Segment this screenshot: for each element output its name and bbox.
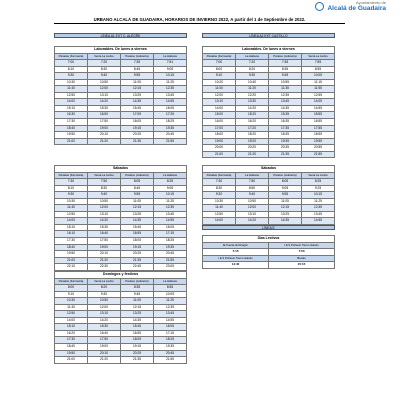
time-cell: 7:30 bbox=[55, 179, 88, 186]
time-cell: 21:35 bbox=[121, 357, 154, 364]
time-cell: 8:30 bbox=[88, 185, 121, 192]
time-cell: 14:00 bbox=[203, 105, 236, 112]
time-cell: 8:20 bbox=[236, 66, 269, 73]
a1-saturday-timetable bbox=[54, 165, 187, 271]
time-cell: 13:10 bbox=[88, 211, 121, 218]
time-cell: 7:50 bbox=[88, 179, 121, 186]
time-cell: 19:35 bbox=[154, 344, 187, 351]
time-cell: 10:15 bbox=[154, 73, 187, 80]
time-cell: 7:20 bbox=[88, 60, 121, 67]
time-cell: 12:00 bbox=[88, 205, 121, 212]
time-cell: 10:50 bbox=[88, 198, 121, 205]
time-cell: 16:55 bbox=[121, 231, 154, 238]
time-cell: 19:35 bbox=[269, 138, 302, 145]
a2-saturday-timetable bbox=[202, 165, 335, 225]
time-cell: 12:20 bbox=[236, 92, 269, 99]
time-cell: 20:10 bbox=[88, 132, 121, 139]
column-header: Paraíso (cafetería) bbox=[269, 53, 302, 60]
time-cell: 15:10 bbox=[55, 105, 88, 112]
time-cell: 13:25 bbox=[269, 211, 302, 218]
a2-weekday-timetable bbox=[202, 46, 335, 158]
time-cell: 19:50 bbox=[55, 350, 88, 357]
time-cell: 15:20 bbox=[236, 112, 269, 119]
column-header: Paradas (Farmacia) bbox=[55, 172, 88, 179]
time-cell: 20:45 bbox=[154, 132, 187, 139]
time-cell: 13:10 bbox=[203, 99, 236, 106]
line-e-label: LÍNEA E bbox=[202, 225, 335, 230]
time-cell: 11:15 bbox=[302, 79, 335, 86]
time-cell: 11:40 bbox=[55, 304, 88, 311]
time-cell: 18:25 bbox=[154, 119, 187, 126]
time-cell: 17:20 bbox=[236, 125, 269, 132]
time-cell: 8:30 bbox=[203, 185, 236, 192]
time-cell: 9:55 bbox=[121, 73, 154, 80]
time-cell: 10:55 bbox=[269, 79, 302, 86]
time-cell: 16:20 bbox=[236, 119, 269, 126]
time-cell: 9:55 bbox=[121, 192, 154, 199]
time-cell: 15:30 bbox=[88, 324, 121, 331]
time-cell: 9:05 bbox=[269, 185, 302, 192]
time-cell: 11:25 bbox=[154, 79, 187, 86]
column-header: Venta La Liebre bbox=[302, 172, 335, 179]
time-cell: 8:05 bbox=[269, 179, 302, 186]
time-cell: 21:00 bbox=[55, 257, 88, 264]
line-e-title: Días Lectivos bbox=[203, 236, 335, 243]
time-cell: 9:10 bbox=[203, 73, 236, 80]
time-cell: 14:20 bbox=[88, 218, 121, 225]
time-cell: 13:45 bbox=[302, 211, 335, 218]
time-cell: 10:20 bbox=[203, 79, 236, 86]
time-cell: 20:00 bbox=[203, 145, 236, 152]
time-cell: 21:55 bbox=[154, 257, 187, 264]
time-cell: 11:05 bbox=[121, 298, 154, 305]
time-cell: 7:30 bbox=[203, 179, 236, 186]
time-cell: 19:00 bbox=[203, 138, 236, 145]
city-emblem-icon bbox=[315, 2, 324, 11]
time-cell: 17:05 bbox=[121, 112, 154, 119]
time-cell: 9:30 bbox=[55, 73, 88, 80]
column-header: La Habana bbox=[236, 53, 269, 60]
time-cell: 10:05 bbox=[302, 73, 335, 80]
table-row bbox=[203, 151, 335, 158]
time-cell: 8:00 bbox=[55, 285, 88, 292]
time-cell: 19:15 bbox=[121, 344, 154, 351]
time-cell: 7:50 bbox=[236, 179, 269, 186]
time-cell: 22:10 bbox=[55, 264, 88, 271]
time-cell: 18:00 bbox=[203, 132, 236, 139]
time-cell: 14:55 bbox=[302, 105, 335, 112]
time-cell: 12:15 bbox=[121, 205, 154, 212]
time-cell: 14:35 bbox=[121, 218, 154, 225]
time-cell: 11:25 bbox=[154, 198, 187, 205]
time-cell: 20:45 bbox=[154, 251, 187, 258]
column-header: Paraíso (cafetería) bbox=[121, 172, 154, 179]
time-cell: 21:20 bbox=[88, 357, 121, 364]
time-cell: 17:55 bbox=[302, 125, 335, 132]
time-cell: 20:45 bbox=[154, 350, 187, 357]
time-cell: 19:15 bbox=[121, 125, 154, 132]
time-cell: 8:45 bbox=[121, 185, 154, 192]
column-header: Paradas (Farmacia) bbox=[55, 53, 88, 60]
time-cell: 12:00 bbox=[236, 205, 269, 212]
time-cell: 10:50 bbox=[88, 298, 121, 305]
line-a2-label: LÍNEA A2 EXT CASTILLO bbox=[202, 33, 335, 38]
time-cell: 11:40 bbox=[203, 205, 236, 212]
time-cell: 12:55 bbox=[302, 92, 335, 99]
time-cell: 16:35 bbox=[269, 119, 302, 126]
time-cell: 13:25 bbox=[121, 92, 154, 99]
time-cell: 9:30 bbox=[236, 73, 269, 80]
column-header: Venta La Liebre bbox=[302, 53, 335, 60]
time-cell: 19:50 bbox=[55, 132, 88, 139]
time-cell: 9:05 bbox=[154, 66, 187, 73]
time-cell: 16:40 bbox=[88, 231, 121, 238]
time-cell: 9:20 bbox=[203, 192, 236, 199]
time-cell: 14:00 bbox=[55, 218, 88, 225]
logo-subtitle: Ayuntamiento de bbox=[356, 0, 386, 5]
time-cell: 20:20 bbox=[236, 145, 269, 152]
time-cell: 21:35 bbox=[121, 257, 154, 264]
time-cell: 19:00 bbox=[88, 244, 121, 251]
time-cell: 18:55 bbox=[302, 132, 335, 139]
time-cell: 12:35 bbox=[269, 92, 302, 99]
table-row bbox=[55, 138, 187, 145]
time-cell: 15:45 bbox=[121, 324, 154, 331]
time-cell: 9:40 bbox=[88, 73, 121, 80]
time-cell: 18:20 bbox=[236, 132, 269, 139]
time-cell: 7:35 bbox=[121, 60, 154, 67]
time-cell: 19:15 bbox=[121, 244, 154, 251]
time-cell: 17:30 bbox=[55, 238, 88, 245]
time-cell: 14:00 bbox=[203, 218, 236, 225]
time-cell: 8:45 bbox=[121, 66, 154, 73]
time-cell: 16:20 bbox=[55, 330, 88, 337]
time-cell: 14:00 bbox=[55, 317, 88, 324]
time-cell: 14:20 bbox=[236, 105, 269, 112]
time-cell: 9:25 bbox=[302, 185, 335, 192]
line-e-stop-4: Bestas bbox=[269, 255, 335, 262]
time-cell: 18:40 bbox=[55, 244, 88, 251]
time-cell: 10:50 bbox=[236, 198, 269, 205]
time-cell: 7:35 bbox=[269, 60, 302, 67]
time-cell: 12:15 bbox=[121, 304, 154, 311]
time-cell: 8:25 bbox=[154, 179, 187, 186]
time-cell: 8:55 bbox=[154, 285, 187, 292]
time-cell: 18:40 bbox=[55, 125, 88, 132]
time-cell: 12:15 bbox=[121, 86, 154, 93]
time-cell: 20:25 bbox=[121, 132, 154, 139]
column-header: Paraíso (cafetería) bbox=[121, 53, 154, 60]
time-cell: 9:40 bbox=[88, 192, 121, 199]
time-cell: 19:00 bbox=[88, 344, 121, 351]
time-cell: 12:35 bbox=[154, 304, 187, 311]
time-cell: 12:50 bbox=[203, 211, 236, 218]
time-cell: 14:35 bbox=[269, 218, 302, 225]
time-cell: 14:55 bbox=[154, 317, 187, 324]
time-cell: 17:00 bbox=[203, 125, 236, 132]
time-cell: 8:55 bbox=[302, 66, 335, 73]
city-logo bbox=[306, 0, 386, 16]
timetable-title: Domingos y festivos bbox=[55, 272, 187, 279]
time-cell: 16:50 bbox=[88, 112, 121, 119]
time-cell: 11:05 bbox=[121, 79, 154, 86]
time-cell: 19:55 bbox=[302, 138, 335, 145]
timetable-title: Sábados bbox=[55, 166, 187, 173]
time-cell: 10:30 bbox=[55, 198, 88, 205]
time-cell: 17:25 bbox=[154, 112, 187, 119]
column-header: Paraíso (cafetería) bbox=[269, 172, 302, 179]
time-cell: 9:05 bbox=[154, 185, 187, 192]
time-cell: 21:00 bbox=[203, 151, 236, 158]
time-cell: 12:00 bbox=[88, 304, 121, 311]
time-cell: 21:55 bbox=[302, 151, 335, 158]
time-cell: 19:35 bbox=[154, 125, 187, 132]
time-cell: 16:55 bbox=[302, 119, 335, 126]
line-e-stop-2: I.E.S Profesor Tierno Galván bbox=[269, 242, 335, 249]
time-cell: 13:45 bbox=[154, 211, 187, 218]
table-row bbox=[55, 264, 187, 271]
time-cell: 14:20 bbox=[236, 218, 269, 225]
time-cell: 13:30 bbox=[236, 99, 269, 106]
time-cell: 19:35 bbox=[154, 244, 187, 251]
time-cell: 11:40 bbox=[55, 86, 88, 93]
column-header: Paraíso (cafetería) bbox=[121, 278, 154, 285]
timetable-title: Laborables. De lunes a viernes bbox=[55, 47, 187, 54]
time-cell: 14:55 bbox=[302, 218, 335, 225]
time-cell: 15:00 bbox=[203, 112, 236, 119]
time-cell: 20:10 bbox=[88, 350, 121, 357]
column-header: La Habana bbox=[154, 278, 187, 285]
time-cell: 13:45 bbox=[154, 92, 187, 99]
time-cell: 11:20 bbox=[236, 86, 269, 93]
table-row bbox=[203, 218, 335, 225]
time-cell: 7:00 bbox=[203, 60, 236, 67]
time-cell: 11:25 bbox=[154, 298, 187, 305]
time-cell: 22:30 bbox=[88, 264, 121, 271]
time-cell: 9:55 bbox=[269, 192, 302, 199]
a1-sunday-timetable bbox=[54, 271, 187, 364]
time-cell: 16:40 bbox=[88, 330, 121, 337]
column-header: La Habana bbox=[154, 53, 187, 60]
column-header: Venta La Liebre bbox=[88, 53, 121, 60]
column-header: La Habana bbox=[236, 172, 269, 179]
time-cell: 12:00 bbox=[203, 92, 236, 99]
time-cell: 10:50 bbox=[88, 79, 121, 86]
time-cell: 18:40 bbox=[55, 344, 88, 351]
time-cell: 14:20 bbox=[88, 317, 121, 324]
time-cell: 10:15 bbox=[302, 192, 335, 199]
time-cell: 18:05 bbox=[121, 238, 154, 245]
line-e-time-1: 7:15 bbox=[203, 249, 269, 256]
time-cell: 19:50 bbox=[55, 251, 88, 258]
time-cell: 8:00 bbox=[203, 66, 236, 73]
line-a1-label: LÍNEA A1 EXT C. ALEGRE bbox=[54, 33, 187, 38]
time-cell: 19:20 bbox=[236, 138, 269, 145]
timetable-title: Sábados bbox=[203, 166, 335, 173]
time-cell: 9:40 bbox=[236, 192, 269, 199]
time-cell: 8:05 bbox=[121, 179, 154, 186]
time-cell: 14:20 bbox=[88, 99, 121, 106]
time-cell: 16:05 bbox=[154, 324, 187, 331]
time-cell: 8:35 bbox=[121, 285, 154, 292]
column-header: Venta La Liebre bbox=[88, 278, 121, 285]
a1-weekday-timetable bbox=[54, 46, 187, 145]
time-cell: 8:10 bbox=[55, 66, 88, 73]
time-cell: 12:35 bbox=[154, 205, 187, 212]
time-cell: 20:55 bbox=[302, 145, 335, 152]
time-cell: 12:15 bbox=[269, 205, 302, 212]
time-cell: 17:50 bbox=[88, 238, 121, 245]
time-cell: 17:30 bbox=[55, 337, 88, 344]
time-cell: 17:35 bbox=[269, 125, 302, 132]
time-cell: 21:20 bbox=[236, 151, 269, 158]
time-cell: 17:50 bbox=[88, 337, 121, 344]
time-cell: 12:35 bbox=[302, 205, 335, 212]
time-cell: 7:51 bbox=[154, 60, 187, 67]
time-cell: 18:25 bbox=[154, 238, 187, 245]
logo-city-name: Alcalá de Guadaira bbox=[327, 5, 386, 12]
line-e-time-2: 7:50 bbox=[269, 249, 335, 256]
time-cell: 17:15 bbox=[154, 330, 187, 337]
time-cell: 13:25 bbox=[121, 211, 154, 218]
time-cell: 18:35 bbox=[269, 132, 302, 139]
line-e-stop-3: I.E.S Profesor Tierno Galván bbox=[203, 255, 269, 262]
time-cell: 20:10 bbox=[88, 251, 121, 258]
time-cell: 21:00 bbox=[55, 357, 88, 364]
time-cell: 8:25 bbox=[302, 179, 335, 186]
time-cell: 14:05 bbox=[302, 99, 335, 106]
time-cell: 8:30 bbox=[88, 66, 121, 73]
column-header: Paradas (Farmacia) bbox=[55, 278, 88, 285]
time-cell: 12:50 bbox=[55, 92, 88, 99]
column-header: La Habana bbox=[154, 172, 187, 179]
time-cell: 8:10 bbox=[55, 185, 88, 192]
time-cell: 9:30 bbox=[88, 291, 121, 298]
time-cell: 20:35 bbox=[269, 145, 302, 152]
timetable-title: Laborables. De lunes a viernes bbox=[203, 47, 335, 54]
time-cell: 16:05 bbox=[154, 224, 187, 231]
time-cell: 14:35 bbox=[121, 317, 154, 324]
line-e-timetable bbox=[202, 235, 335, 269]
time-cell: 21:55 bbox=[154, 357, 187, 364]
time-cell: 16:10 bbox=[55, 231, 88, 238]
time-cell: 17:50 bbox=[88, 119, 121, 126]
time-cell: 20:25 bbox=[121, 350, 154, 357]
time-cell: 15:10 bbox=[55, 224, 88, 231]
time-cell: 21:35 bbox=[269, 151, 302, 158]
time-cell: 8:50 bbox=[236, 185, 269, 192]
time-cell: 12:35 bbox=[154, 86, 187, 93]
time-cell: 14:00 bbox=[55, 99, 88, 106]
time-cell: 9:30 bbox=[55, 192, 88, 199]
time-cell: 15:35 bbox=[269, 112, 302, 119]
time-cell: 10:40 bbox=[236, 79, 269, 86]
time-cell: 10:15 bbox=[154, 192, 187, 199]
time-cell: 15:30 bbox=[88, 105, 121, 112]
time-cell: 11:00 bbox=[203, 86, 236, 93]
time-cell: 12:50 bbox=[55, 211, 88, 218]
time-cell: 10:30 bbox=[203, 198, 236, 205]
time-cell: 13:10 bbox=[88, 92, 121, 99]
time-cell: 7:00 bbox=[55, 60, 88, 67]
time-cell: 22:45 bbox=[121, 264, 154, 271]
time-cell: 16:05 bbox=[154, 105, 187, 112]
time-cell: 14:55 bbox=[154, 99, 187, 106]
time-cell: 9:45 bbox=[121, 291, 154, 298]
time-cell: 13:10 bbox=[236, 211, 269, 218]
column-header: Venta La Liebre bbox=[88, 172, 121, 179]
time-cell: 18:05 bbox=[121, 119, 154, 126]
time-cell: 14:35 bbox=[269, 105, 302, 112]
time-cell: 9:45 bbox=[269, 73, 302, 80]
table-row bbox=[55, 357, 187, 364]
time-cell: 14:55 bbox=[154, 218, 187, 225]
time-cell: 18:05 bbox=[121, 337, 154, 344]
time-cell: 7:55 bbox=[302, 60, 335, 67]
time-cell: 20:25 bbox=[121, 251, 154, 258]
time-cell: 17:30 bbox=[55, 119, 88, 126]
line-e-time-3: 14:40 bbox=[203, 262, 269, 269]
time-cell: 9:10 bbox=[55, 291, 88, 298]
time-cell: 21:55 bbox=[154, 138, 187, 145]
time-cell: 13:10 bbox=[88, 311, 121, 318]
time-cell: 18:25 bbox=[154, 337, 187, 344]
column-header: Paradas (Farmacia) bbox=[203, 53, 236, 60]
time-cell: 14:35 bbox=[121, 99, 154, 106]
time-cell: 8:35 bbox=[269, 66, 302, 73]
time-cell: 13:25 bbox=[121, 311, 154, 318]
document-title: URBANO ALCALÁ DE GUADAIRA, HORARIOS DE INVIERNO 2022, A partir del 1 de Septiembre de 2022. bbox=[54, 16, 345, 24]
time-cell: 21:00 bbox=[55, 138, 88, 145]
time-cell: 15:30 bbox=[88, 224, 121, 231]
time-cell: 21:20 bbox=[88, 257, 121, 264]
time-cell: 15:10 bbox=[55, 324, 88, 331]
time-cell: 16:55 bbox=[121, 330, 154, 337]
time-cell: 10:30 bbox=[55, 298, 88, 305]
time-cell: 12:50 bbox=[55, 311, 88, 318]
time-cell: 11:35 bbox=[269, 86, 302, 93]
time-cell: 11:05 bbox=[269, 198, 302, 205]
column-header: Paradas (Farmacia) bbox=[203, 172, 236, 179]
time-cell: 16:30 bbox=[55, 112, 88, 119]
time-cell: 7:20 bbox=[236, 60, 269, 67]
time-cell: 17:15 bbox=[154, 231, 187, 238]
time-cell: 10:05 bbox=[154, 291, 187, 298]
time-cell: 11:05 bbox=[121, 198, 154, 205]
time-cell: 21:35 bbox=[121, 138, 154, 145]
time-cell: 8:20 bbox=[88, 285, 121, 292]
time-cell: 13:45 bbox=[154, 311, 187, 318]
time-cell: 15:45 bbox=[121, 105, 154, 112]
line-e-stop-1: IE Puerta del Dragón bbox=[203, 242, 269, 249]
time-cell: 11:40 bbox=[55, 205, 88, 212]
time-cell: 10:30 bbox=[55, 79, 88, 86]
time-cell: 16:00 bbox=[203, 119, 236, 126]
time-cell: 15:55 bbox=[302, 112, 335, 119]
time-cell: 15:45 bbox=[121, 224, 154, 231]
time-cell: 11:55 bbox=[302, 86, 335, 93]
time-cell: 13:45 bbox=[269, 99, 302, 106]
time-cell: 11:25 bbox=[302, 198, 335, 205]
line-e-time-4: 15:15 bbox=[269, 262, 335, 269]
time-cell: 19:00 bbox=[88, 125, 121, 132]
time-cell: 23:05 bbox=[154, 264, 187, 271]
time-cell: 12:00 bbox=[88, 86, 121, 93]
time-cell: 21:20 bbox=[88, 138, 121, 145]
